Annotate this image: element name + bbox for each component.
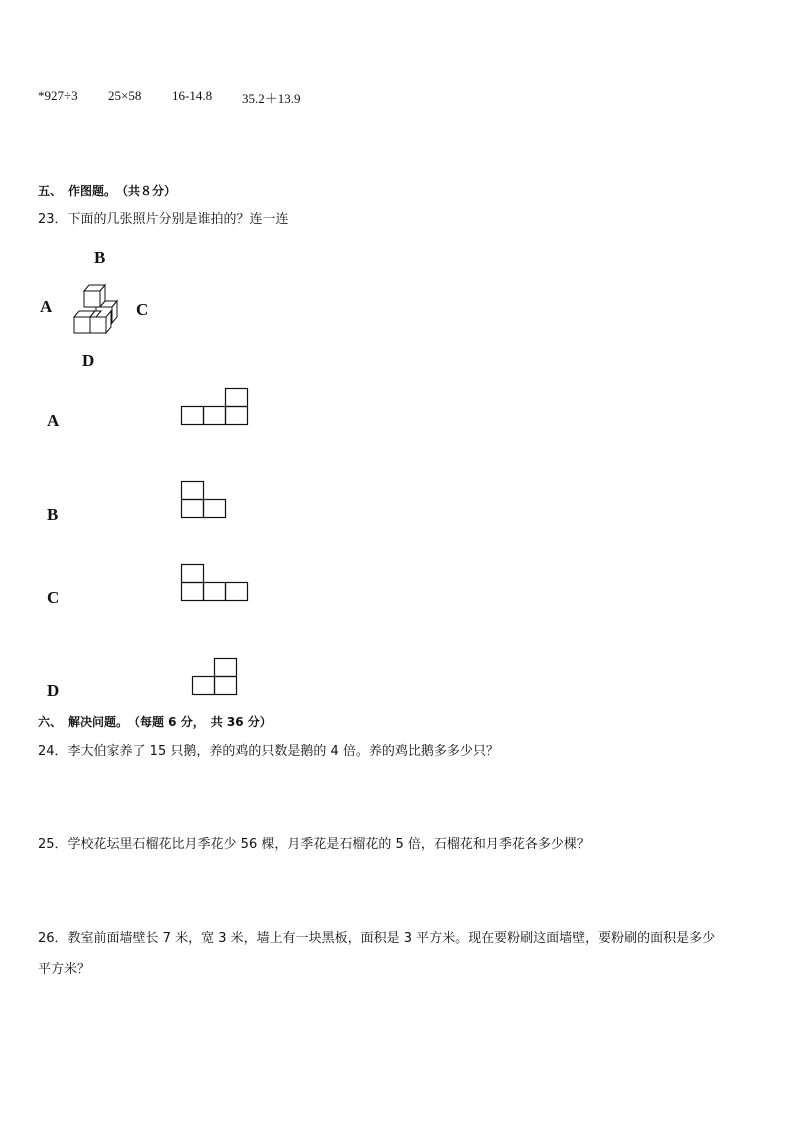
direction-label-a: A — [40, 297, 53, 316]
view-label-d: D — [47, 681, 60, 700]
cube-stack-figure — [68, 280, 128, 340]
view-a-shape — [181, 388, 251, 428]
section5-header: 五、 作图题。 （共８分） — [38, 184, 177, 198]
direction-label-b: B — [94, 248, 106, 267]
q26-text-line2: 平方米？ — [38, 962, 91, 977]
direction-label-d: D — [82, 351, 95, 370]
section6-header: 六、 解决问题。 （每题 6 分， 共 36 分） — [38, 715, 272, 729]
q26-text-line1: 26．教室前面墙壁长 7 米，宽 3 米，墙上有一块黑板，面积是 3 平方米。现在要粉刷这面墙壁，要粉刷的面积是多少 — [38, 931, 716, 946]
calc-item-1: *927÷3 — [38, 88, 78, 103]
view-label-b: B — [47, 505, 59, 524]
calc-item-4: 35.2＋13.9 — [242, 91, 301, 106]
view-label-c: C — [47, 588, 60, 607]
view-label-a: A — [47, 411, 60, 430]
view-c-shape — [181, 564, 251, 604]
view-d-shape — [192, 658, 242, 698]
direction-label-c: C — [136, 300, 149, 319]
view-b-shape — [181, 481, 231, 521]
q23-text: 23．下面的几张照片分别是谁拍的？连一连 — [38, 212, 289, 227]
q24-text: 24．李大伯家养了 15 只鹅，养的鸡的只数是鹅的 4 倍。养的鸡比鹅多多少只？ — [38, 744, 499, 759]
q25-text: 25．学校花坛里石榴花比月季花少 56 棵，月季花是石榴花的 5 倍，石榴花和月季花各多少棵？ — [38, 837, 590, 852]
calc-item-3: 16-14.8 — [172, 88, 213, 103]
calc-item-2: 25×58 — [108, 88, 142, 103]
